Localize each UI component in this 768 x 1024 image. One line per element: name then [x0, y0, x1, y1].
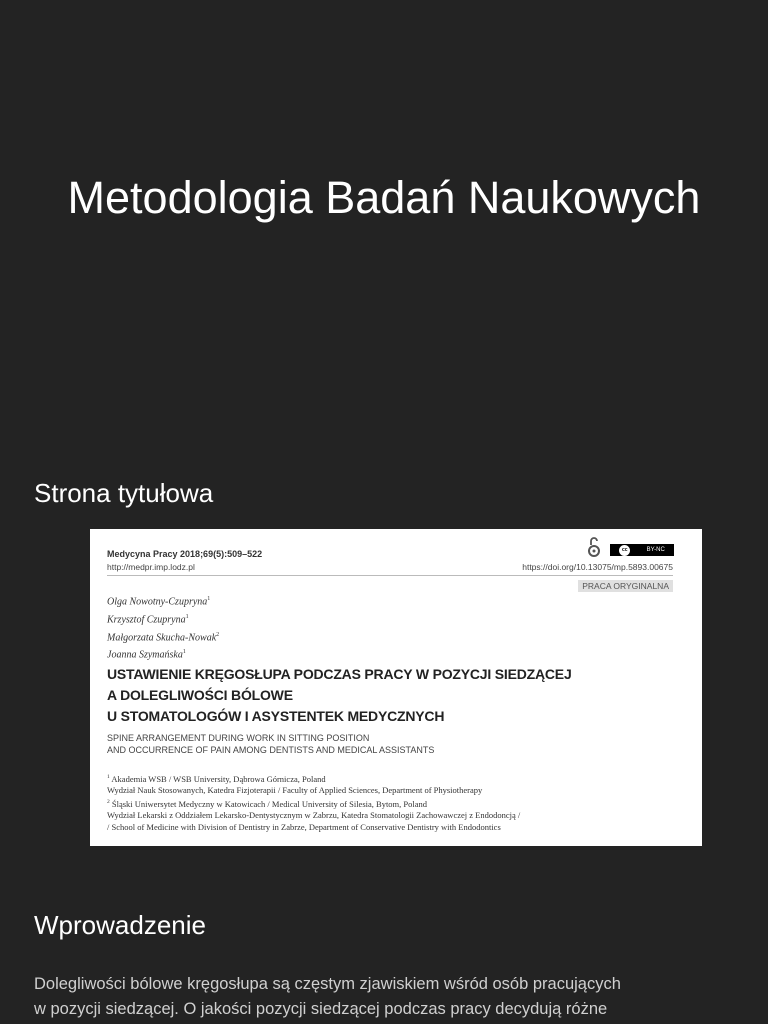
- page-title: Metodologia Badań Naukowych: [67, 172, 701, 223]
- cc-circle-icon: cc: [619, 545, 630, 556]
- author: Małgorzata Skucha-Nowak$^2$: [107, 631, 220, 643]
- open-access-icon: [587, 536, 601, 558]
- paper-journal: Medycyna Pracy 2018;69(5):509–522: [107, 549, 263, 559]
- section-heading-introduction: Wprowadzenie: [34, 910, 206, 940]
- author: Joanna Szymańska$^1$: [107, 649, 186, 661]
- paper-title-polish: USTAWIENIE KRĘGOSŁUPA PODCZAS PRACY W POZYCJI SIEDZĄCEJ A DOLEGLIWOŚCI BÓLOWE U STOMATOLOGÓW I ASYSTENTEK MEDYCZNYCH: [107, 666, 572, 724]
- paper-doi: https://doi.org/10.13075/mp.5893.00675: [522, 562, 673, 572]
- header-divider: [107, 575, 673, 576]
- intro-paragraph: Dolegliwości bólowe kręgosłupa są częstym zjawiskiem wśród osób pracujących w pozycji siedzącej. O jakości pozycji siedzącej podczas pracy decydują różne: [34, 975, 621, 1018]
- article-type-badge: PRACA ORYGINALNA: [578, 580, 673, 592]
- license-label: BY-NC: [646, 547, 665, 553]
- author: Krzysztof Czupryna$^1$: [107, 613, 189, 626]
- affiliations: $^1$ Akademia WSB / WSB University, Dąbrowa Górnicza, Poland Wydział Nauk Stosowanych, Katedra Fizjoterapii / Faculty of Applied Sciences, Department of Physiotherapy $^2$ Śląski Uniwersytet Medyczny w Katowicach / Medical University of Silesia, Bytom, Poland Wydział Lekarski z Oddziałem Lekarsko-Dentystycznym w Zabrzu, Katedra Stomatologii Zachowawczej z Endodoncją / / School of Medicine with Division of Dentistry in Zabrze, Department of Conservative Dentistry with Endodontics: [107, 773, 521, 832]
- cc-license-icon: [610, 544, 674, 556]
- author: Olga Nowotny-Czupryna$^1$: [107, 596, 211, 608]
- author-list: [107, 592, 219, 663]
- paper-url: http://medpr.imp.lodz.pl: [107, 562, 195, 572]
- paper-title-english: SPINE ARRANGEMENT DURING WORK IN SITTING POSITION AND OCCURRENCE OF PAIN AMONG DENTISTS AND MEDICAL ASSISTANTS: [107, 733, 435, 755]
- section-heading-title-page: Strona tytułowa: [34, 478, 214, 508]
- paper-title-page-image: [90, 529, 702, 846]
